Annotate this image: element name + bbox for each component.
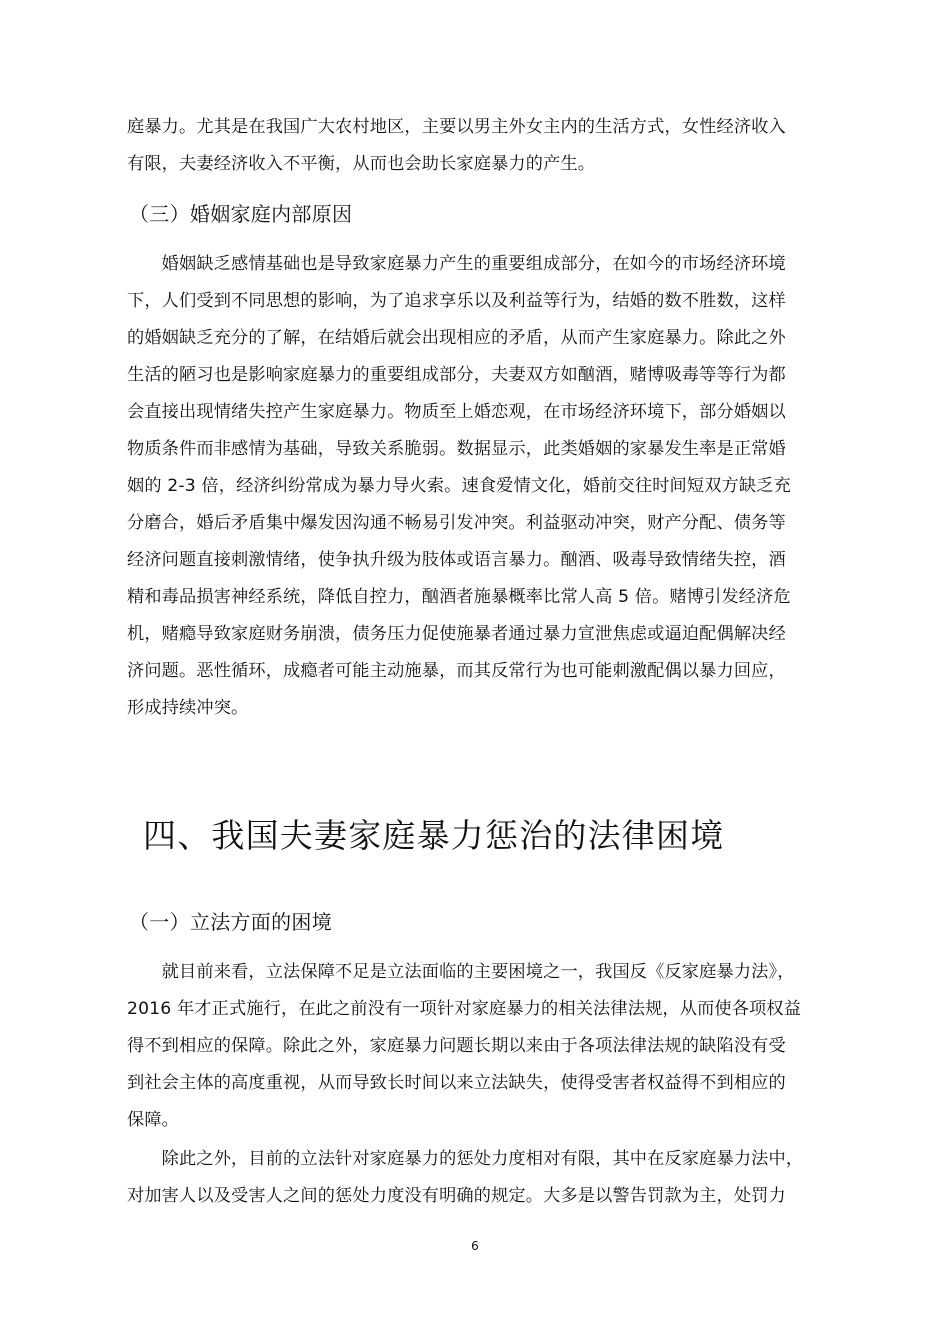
paragraph-line: 生活的陋习也是影响家庭暴力的重要组成部分，夫妻双方如酗酒，赌博吸毒等等行为都 (127, 365, 786, 385)
chapter-heading: 四、我国夫妻家庭暴力惩治的法律困境 (143, 816, 725, 855)
paragraph-line: 得不到相应的保障。除此之外，家庭暴力问题长期以来由于各项法律法规的缺陷没有受 (127, 1036, 786, 1056)
paragraph-line: 济问题。恶性循环，成瘾者可能主动施暴，而其反常行为也可能刺激配偶以暴力回应， (127, 661, 786, 681)
paragraph-line: 姻的 2-3 倍，经济纠纷常成为暴力导火索。速食爱情文化，婚前交往时间短双方缺乏充 (127, 476, 791, 496)
paragraph-line: 2016 年才正式施行，在此之前没有一项针对家庭暴力的相关法律法规，从而使各项权益 (127, 999, 802, 1019)
paragraph-line: 婚姻缺乏感情基础也是导致家庭暴力产生的重要组成部分，在如今的市场经济环境 (127, 254, 786, 274)
section-heading: （三）婚姻家庭内部原因 (129, 202, 353, 226)
paragraph-line: 经济问题直接刺激情绪，使争执升级为肢体或语言暴力。酗酒、吸毒导致情绪失控，酒 (127, 550, 786, 570)
paragraph-line: 物质条件而非感情为基础，导致关系脆弱。数据显示，此类婚姻的家暴发生率是正常婚 (127, 439, 786, 459)
paragraph-line: 形成持续冲突。 (127, 698, 249, 718)
paragraph-line: 保障。 (127, 1110, 180, 1130)
paragraph-line: 会直接出现情绪失控产生家庭暴力。物质至上婚恋观，在市场经济环境下，部分婚姻以 (127, 402, 786, 422)
paragraph-line: 的婚姻缺乏充分的了解，在结婚后就会出现相应的矛盾，从而产生家庭暴力。除此之外 (127, 328, 786, 348)
paragraph-line: 庭暴力。尤其是在我国广大农村地区，主要以男主外女主内的生活方式，女性经济收入 (127, 117, 786, 137)
paragraph-line: 到社会主体的高度重视，从而导致长时间以来立法缺失，使得受害者权益得不到相应的 (127, 1073, 786, 1093)
section-heading: （一）立法方面的困境 (129, 910, 332, 934)
paragraph-line: 有限，夫妻经济收入不平衡，从而也会助长家庭暴力的产生。 (127, 154, 596, 174)
paragraph-line: 对加害人以及受害人之间的惩处力度没有明确的规定。大多是以警告罚款为主，处罚力 (127, 1186, 786, 1206)
paragraph-line: 精和毒品损害神经系统，降低自控力，酗酒者施暴概率比常人高 5 倍。赌博引发经济危 (127, 587, 791, 607)
paragraph-line: 就目前来看，立法保障不足是立法面临的主要困境之一，我国反《反家庭暴力法》， (127, 962, 795, 982)
paragraph-line: 下，人们受到不同思想的影响，为了追求享乐以及利益等行为，结婚的数不胜数，这样 (127, 291, 786, 311)
paragraph-line: 分磨合，婚后矛盾集中爆发因沟通不畅易引发冲突。利益驱动冲突，财产分配、债务等 (127, 513, 786, 533)
paragraph-line: 除此之外，目前的立法针对家庭暴力的惩处力度相对有限，其中在反家庭暴力法中， (127, 1149, 804, 1169)
paragraph-line: 机，赌瘾导致家庭财务崩溃，债务压力促使施暴者通过暴力宣泄焦虑或逼迫配偶解决经 (127, 624, 786, 644)
page-number: 6 (471, 1239, 479, 1253)
